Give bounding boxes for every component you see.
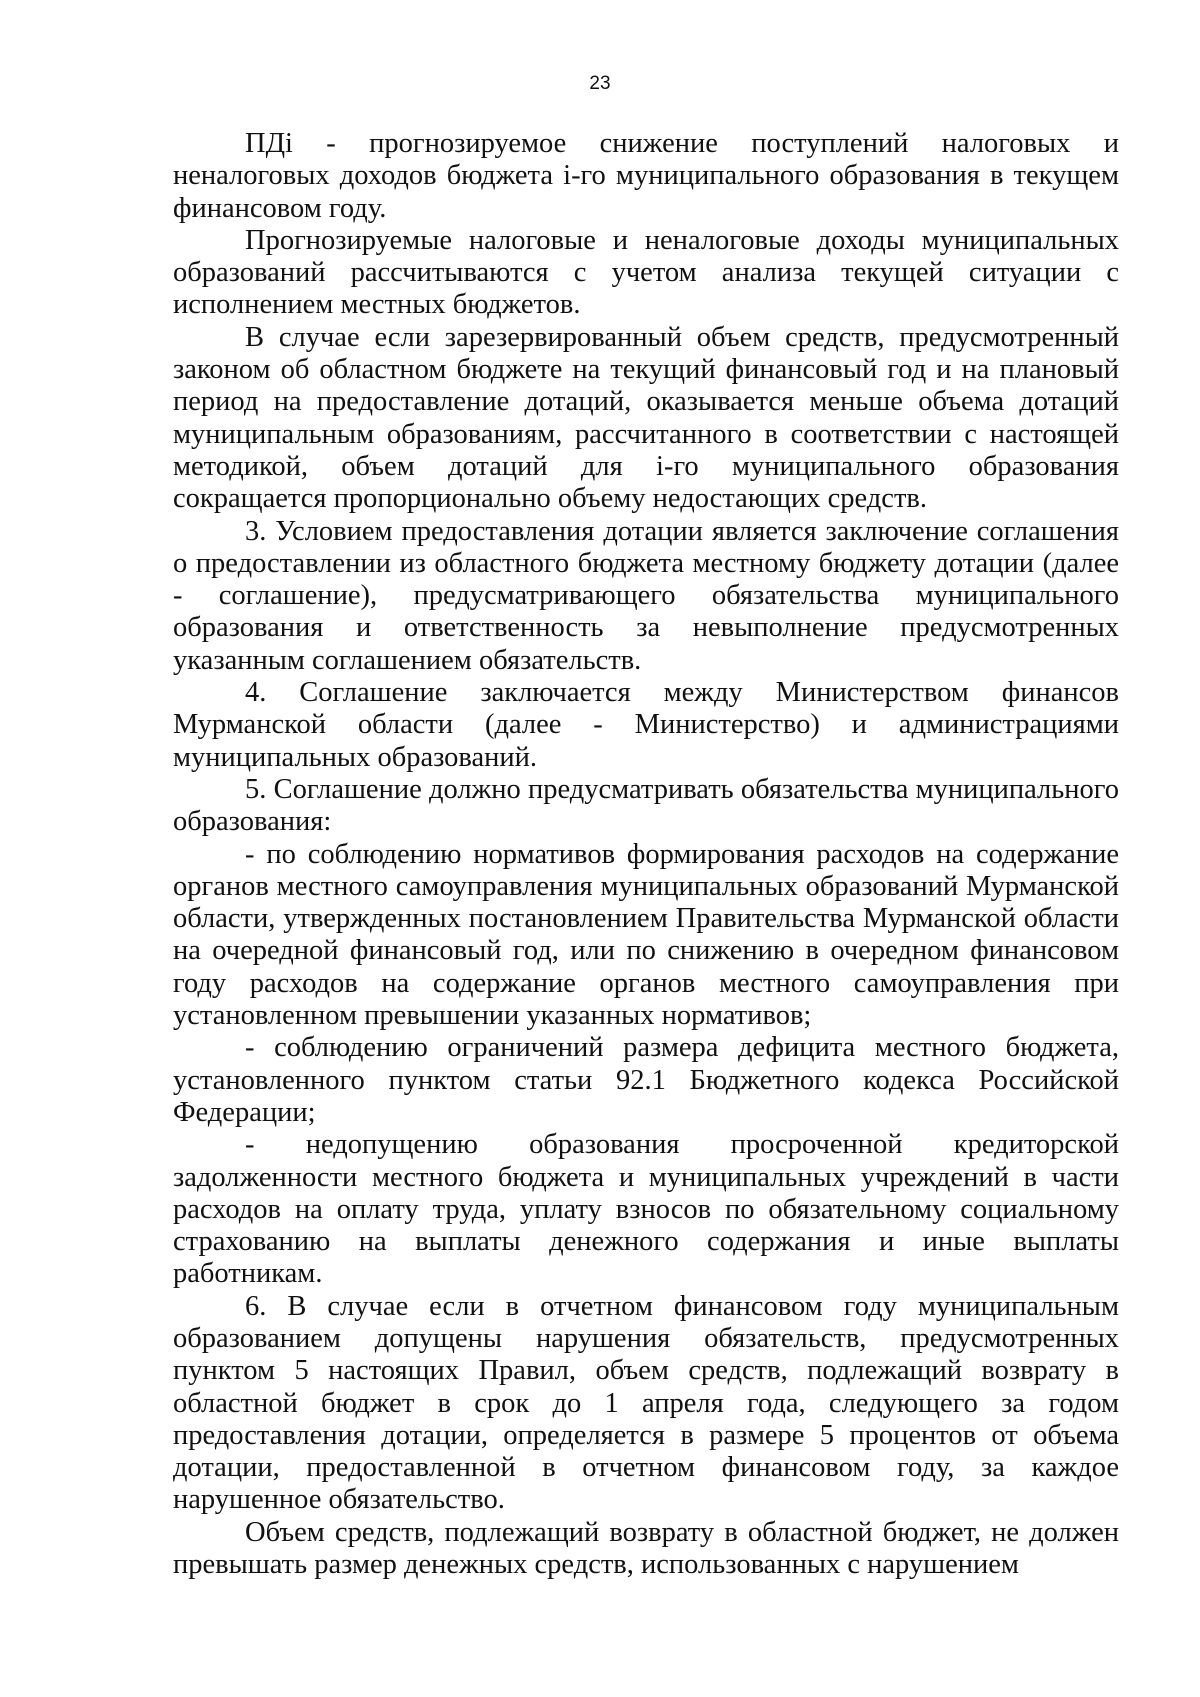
- paragraph: 3. Условием предоставления дотации является заключение соглашения о предоставлении из областного бюджета местному бюджету дотации (далее - соглашение), предусматривающего обязательства муниципального образования и ответственность за невыполнение предусмотренных указанным соглашением обязательств.: [173, 515, 1119, 676]
- paragraph: 6. В случае если в отчетном финансовом году муниципальным образованием допущены нарушения обязательств, предусмотренных пунктом 5 настоящих Правил, объем средств, подлежащий возврату в областной бюджет в срок до 1 апреля года, следующего за годом предоставления дотации, определяется в размере 5 процентов от объема дотации, предоставленной в отчетном финансовом году, за каждое нарушенное обязательство.: [173, 1290, 1119, 1516]
- paragraph: Объем средств, подлежащий возврату в областной бюджет, не должен превышать размер денежных средств, использованных с нарушением: [173, 1516, 1119, 1581]
- page-number: 23: [589, 73, 611, 94]
- list-item: - по соблюдению нормативов формирования расходов на содержание органов местного самоуправления муниципальных образований Мурманской области, утвержденных постановлением Правительства Мурманской области на очередной финансовый год, или по снижению в очередном финансовом году расходов на содержание органов местного самоуправления при установленном превышении указанных нормативов;: [173, 838, 1119, 1032]
- paragraph: 5. Соглашение должно предусматривать обязательства муниципального образования:: [173, 773, 1119, 838]
- paragraph: В случае если зарезервированный объем средств, предусмотренный законом об областном бюджете на текущий финансовый год и на плановый период на предоставление дотаций, оказывается меньше объема дотаций муниципальным образованиям, рассчитанного в соответствии с настоящей методикой, объем дотаций для i-го муниципального образования сокращается пропорционально объему недостающих средств.: [173, 321, 1119, 515]
- paragraph: Прогнозируемые налоговые и неналоговые доходы муниципальных образований рассчитываются с учетом анализа текущей ситуации с исполнением местных бюджетов.: [173, 224, 1119, 321]
- paragraph: ПДi - прогнозируемое снижение поступлений налоговых и неналоговых доходов бюджета i-го муниципального образования в текущем финансовом году.: [173, 128, 1119, 224]
- paragraph: 4. Соглашение заключается между Министерством финансов Мурманской области (далее - Министерство) и администрациями муниципальных образований.: [173, 677, 1119, 773]
- list-item: - соблюдению ограничений размера дефицита местного бюджета, установленного пунктом статьи 92.1 Бюджетного кодекса Российской Федерации;: [173, 1032, 1119, 1128]
- list-item: - недопущению образования просроченной кредиторской задолженности местного бюджета и муниципальных учреждений в части расходов на оплату труда, уплату взносов по обязательному социальному страхованию на выплаты денежного содержания и иные выплаты работникам.: [173, 1129, 1119, 1290]
- document-body: [173, 128, 1119, 1581]
